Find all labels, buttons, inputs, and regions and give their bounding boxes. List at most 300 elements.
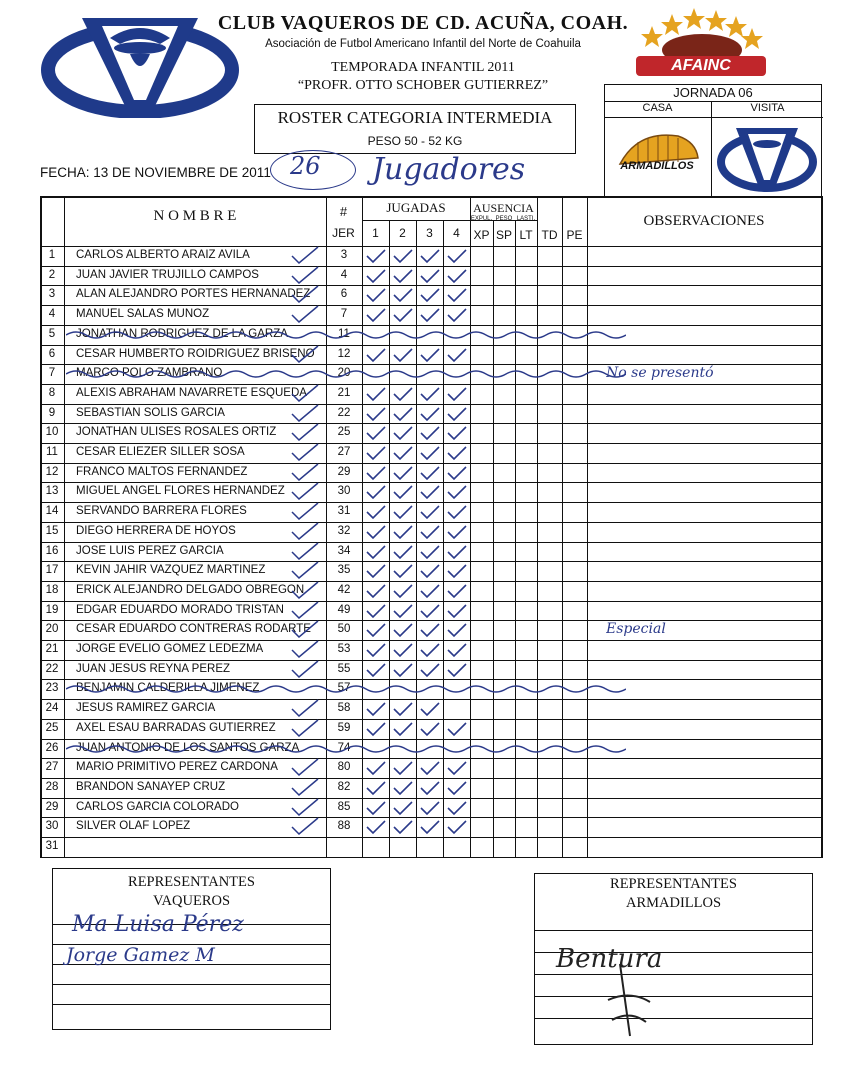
date-label: FECHA: 13 DE NOVIEMBRE DE 2011 bbox=[40, 165, 271, 180]
play-check-icon bbox=[392, 721, 414, 737]
vaqueros-rep-line-5 bbox=[52, 1004, 331, 1005]
afainc-logo-text: AFAINC bbox=[671, 57, 731, 74]
play-check-icon bbox=[419, 386, 441, 402]
attendance-check-icon bbox=[290, 423, 320, 441]
row-number: 4 bbox=[48, 308, 56, 321]
table-row bbox=[0, 482, 846, 502]
play-check-icon bbox=[392, 622, 414, 638]
vaqueros-rep-line-4 bbox=[52, 984, 331, 985]
attendance-check-icon bbox=[290, 719, 320, 737]
jersey-number: 4 bbox=[340, 268, 348, 281]
player-name: CARLOS ALBERTO ARAIZ AVILA bbox=[76, 249, 250, 261]
row-number: 16 bbox=[45, 544, 59, 557]
table-row bbox=[0, 285, 846, 305]
table-border-bottom bbox=[40, 857, 821, 859]
play-check-icon bbox=[419, 701, 441, 717]
jornada-title: JORNADA 06 bbox=[604, 85, 822, 102]
play-check-icon bbox=[392, 445, 414, 461]
play-check-icon bbox=[446, 563, 468, 579]
header-jugadas: JUGADAS bbox=[386, 200, 446, 215]
jersey-number: 6 bbox=[340, 288, 348, 301]
play-check-icon bbox=[446, 819, 468, 835]
table-row bbox=[0, 837, 846, 857]
attendance-check-icon bbox=[290, 404, 320, 422]
play-check-icon bbox=[446, 622, 468, 638]
play-check-icon bbox=[392, 484, 414, 500]
attendance-check-icon bbox=[290, 266, 320, 284]
armadillos-rep-line-5 bbox=[534, 1018, 813, 1019]
play-check-icon bbox=[392, 760, 414, 776]
strike-line bbox=[66, 741, 626, 757]
row-number: 19 bbox=[45, 603, 59, 616]
table-row bbox=[0, 758, 846, 778]
play-check-icon bbox=[365, 701, 387, 717]
row-number: 26 bbox=[45, 741, 59, 754]
jersey-number: 42 bbox=[337, 583, 351, 596]
play-check-icon bbox=[419, 406, 441, 422]
row-number: 1 bbox=[48, 249, 56, 261]
jersey-number: 82 bbox=[337, 780, 351, 793]
attendance-check-icon bbox=[290, 640, 320, 658]
play-check-icon bbox=[392, 662, 414, 678]
player-name: MARIO PRIMITIVO PEREZ CARDONA bbox=[76, 761, 278, 774]
armadillos-rep-line-1 bbox=[534, 930, 813, 931]
player-name: CESAR EDUARDO CONTRERAS RODARTE bbox=[76, 623, 311, 636]
play-check-icon bbox=[365, 268, 387, 284]
strike-line bbox=[66, 366, 626, 382]
jersey-number: 55 bbox=[337, 662, 351, 675]
player-name: MARCO POLO ZAMBRANO bbox=[76, 367, 223, 380]
attendance-check-icon bbox=[290, 502, 320, 520]
observation-note: Especial bbox=[606, 621, 666, 638]
row-number: 23 bbox=[45, 682, 59, 695]
play-check-icon bbox=[365, 603, 387, 619]
header-sp: SP bbox=[495, 228, 512, 242]
play-check-icon bbox=[419, 465, 441, 481]
row-number: 2 bbox=[48, 268, 56, 281]
player-name: MIGUEL ANGEL FLORES HERNANDEZ bbox=[76, 485, 285, 498]
row-number: 13 bbox=[45, 485, 59, 498]
play-check-icon bbox=[365, 484, 387, 500]
play-check-icon bbox=[446, 583, 468, 599]
header-pe: PE bbox=[566, 228, 583, 242]
play-check-icon bbox=[365, 819, 387, 835]
play-check-icon bbox=[392, 544, 414, 560]
play-check-icon bbox=[365, 780, 387, 796]
play-check-icon bbox=[419, 544, 441, 560]
strike-line bbox=[66, 327, 626, 343]
play-check-icon bbox=[392, 780, 414, 796]
player-name: SEBASTIAN SOLIS GARCIA bbox=[76, 406, 225, 419]
row-number: 29 bbox=[45, 800, 59, 813]
play-check-icon bbox=[365, 347, 387, 363]
player-count-label: Jugadores bbox=[372, 152, 526, 187]
player-name: CARLOS GARCIA COLORADO bbox=[76, 800, 239, 813]
play-check-icon bbox=[392, 642, 414, 658]
jersey-number: 20 bbox=[337, 367, 351, 380]
header-lt: LT bbox=[519, 228, 533, 242]
player-name: SILVER OLAF LOPEZ bbox=[76, 820, 191, 833]
attendance-check-icon bbox=[290, 601, 320, 619]
table-row bbox=[0, 522, 846, 542]
armadillos-rep-line-4 bbox=[534, 996, 813, 997]
play-check-icon bbox=[365, 622, 387, 638]
play-check-icon bbox=[446, 445, 468, 461]
player-name: ALEXIS ABRAHAM NAVARRETE ESQUEDA bbox=[76, 386, 307, 399]
table-row bbox=[0, 364, 846, 384]
play-check-icon bbox=[446, 465, 468, 481]
play-check-icon bbox=[392, 504, 414, 520]
play-check-icon bbox=[419, 307, 441, 323]
row-number: 17 bbox=[45, 564, 59, 577]
play-check-icon bbox=[446, 307, 468, 323]
jersey-number: 32 bbox=[337, 524, 351, 537]
player-name: BRANDON SANAYEP CRUZ bbox=[76, 780, 226, 793]
player-name: CESAR HUMBERTO ROIDRIGUEZ BRISEÑO bbox=[76, 347, 315, 360]
jersey-number: 85 bbox=[337, 800, 351, 813]
play-check-icon bbox=[419, 347, 441, 363]
attendance-check-icon bbox=[290, 443, 320, 461]
attendance-check-icon bbox=[290, 699, 320, 717]
attendance-check-icon bbox=[290, 463, 320, 481]
table-row bbox=[0, 601, 846, 621]
play-check-icon bbox=[446, 347, 468, 363]
row-number: 11 bbox=[46, 446, 58, 458]
play-check-icon bbox=[365, 307, 387, 323]
row-number: 9 bbox=[48, 406, 56, 419]
away-label: VISITA bbox=[711, 102, 823, 118]
play-check-icon bbox=[392, 583, 414, 599]
play-check-icon bbox=[419, 425, 441, 441]
table-border-top bbox=[40, 196, 821, 198]
attendance-check-icon bbox=[290, 817, 320, 835]
header-number: # bbox=[339, 204, 348, 219]
play-check-icon bbox=[446, 800, 468, 816]
player-name: JOSE LUIS PEREZ GARCIA bbox=[76, 544, 224, 557]
play-check-icon bbox=[446, 544, 468, 560]
row-number: 18 bbox=[45, 583, 59, 596]
player-name: JUAN ANTONIO DE LOS SANTOS GARZA bbox=[76, 741, 300, 754]
play-check-icon bbox=[446, 386, 468, 402]
table-row bbox=[0, 679, 846, 699]
play-check-icon bbox=[365, 406, 387, 422]
player-name: AXEL ESAU BARRADAS GUTIERREZ bbox=[76, 721, 276, 734]
observation-note: No se presentó bbox=[606, 365, 714, 382]
jersey-number: 29 bbox=[337, 465, 351, 478]
play-check-icon bbox=[446, 484, 468, 500]
play-check-icon bbox=[392, 563, 414, 579]
row-number: 14 bbox=[45, 505, 59, 518]
armadillos-signature-scribble bbox=[590, 960, 660, 1040]
header-ausencia-expul: EXPUL. bbox=[470, 216, 493, 222]
jersey-number: 7 bbox=[340, 308, 348, 321]
club-title: CLUB VAQUEROS DE CD. ACUÑA, COAH. bbox=[217, 12, 629, 34]
play-check-icon bbox=[419, 504, 441, 520]
play-check-icon bbox=[446, 268, 468, 284]
roster-title: ROSTER CATEGORIA INTERMEDIA bbox=[277, 108, 553, 127]
player-name: FRANCO MALTOS FERNANDEZ bbox=[76, 465, 248, 478]
play-check-icon bbox=[365, 800, 387, 816]
jersey-number: 88 bbox=[337, 820, 351, 833]
attendance-check-icon bbox=[290, 246, 320, 264]
player-name: CESAR ELIEZER SILLER SOSA bbox=[76, 446, 245, 458]
row-number: 30 bbox=[45, 820, 59, 833]
row-number: 3 bbox=[48, 288, 56, 301]
table-row bbox=[0, 739, 846, 759]
player-name: JUAN JAVIER TRUJILLO CAMPOS bbox=[76, 268, 259, 281]
row-number: 21 bbox=[45, 643, 59, 655]
play-check-icon bbox=[392, 603, 414, 619]
play-check-icon bbox=[419, 780, 441, 796]
player-name: JORGE EVELIO GOMEZ LEDEZMA bbox=[76, 643, 264, 655]
play-check-icon bbox=[446, 642, 468, 658]
attendance-check-icon bbox=[290, 384, 320, 402]
player-name: JONATHAN RODRIGUEZ DE LA GARZA bbox=[76, 327, 288, 340]
header-td: TD bbox=[541, 228, 558, 242]
row-number: 24 bbox=[45, 702, 59, 715]
jersey-number: 53 bbox=[337, 643, 351, 655]
play-check-icon bbox=[392, 248, 414, 264]
play-check-icon bbox=[365, 425, 387, 441]
play-check-icon bbox=[392, 701, 414, 717]
attendance-check-icon bbox=[290, 758, 320, 776]
table-row bbox=[0, 640, 846, 660]
play-check-icon bbox=[392, 347, 414, 363]
table-row bbox=[0, 502, 846, 522]
play-check-icon bbox=[365, 504, 387, 520]
vaqueros-signature-1: Ma Luisa Pérez bbox=[72, 912, 244, 937]
home-label: CASA bbox=[604, 102, 711, 118]
header-jer: JER bbox=[332, 226, 355, 240]
table-row bbox=[0, 384, 846, 404]
attendance-check-icon bbox=[290, 660, 320, 678]
play-check-icon bbox=[392, 524, 414, 540]
play-check-icon bbox=[446, 662, 468, 678]
header-ausencia: AUSENCIA bbox=[473, 201, 534, 215]
jersey-number: 12 bbox=[337, 347, 351, 360]
table-row bbox=[0, 345, 846, 365]
jersey-number: 3 bbox=[340, 249, 348, 261]
table-row bbox=[0, 778, 846, 798]
play-check-icon bbox=[446, 524, 468, 540]
header-play-4: 4 bbox=[453, 226, 460, 240]
table-row bbox=[0, 660, 846, 680]
play-check-icon bbox=[365, 583, 387, 599]
play-check-icon bbox=[419, 642, 441, 658]
play-check-icon bbox=[365, 287, 387, 303]
player-name: DIEGO HERRERA DE HOYOS bbox=[76, 524, 236, 537]
play-check-icon bbox=[365, 662, 387, 678]
jersey-number: 30 bbox=[337, 485, 351, 498]
play-check-icon bbox=[365, 524, 387, 540]
attendance-check-icon bbox=[290, 778, 320, 796]
play-check-icon bbox=[392, 425, 414, 441]
player-count: 26 bbox=[290, 152, 321, 180]
roster-weight: PESO 50 - 52 KG bbox=[367, 134, 463, 148]
play-check-icon bbox=[446, 760, 468, 776]
dedication-label: “PROFR. OTTO SCHOBER GUTIERREZ” bbox=[297, 78, 549, 93]
jersey-number: 57 bbox=[337, 682, 351, 695]
player-name: JUAN JESUS REYNA PEREZ bbox=[76, 662, 231, 675]
armadillos-rep-line-3 bbox=[534, 974, 813, 975]
season-label: TEMPORADA INFANTIL 2011 bbox=[331, 60, 515, 75]
play-check-icon bbox=[419, 563, 441, 579]
row-number: 12 bbox=[45, 465, 59, 478]
jersey-number: 58 bbox=[337, 702, 351, 715]
row-number: 31 bbox=[45, 840, 59, 852]
play-check-icon bbox=[419, 819, 441, 835]
table-row bbox=[0, 266, 846, 286]
play-check-icon bbox=[419, 287, 441, 303]
play-check-icon bbox=[365, 465, 387, 481]
header-xp: XP bbox=[473, 228, 490, 242]
jersey-number: 80 bbox=[337, 761, 351, 774]
play-check-icon bbox=[446, 504, 468, 520]
play-check-icon bbox=[419, 662, 441, 678]
player-name: KEVIN JAHIR VAZQUEZ MARTINEZ bbox=[76, 564, 266, 577]
play-check-icon bbox=[419, 721, 441, 737]
play-check-icon bbox=[392, 465, 414, 481]
play-check-icon bbox=[392, 287, 414, 303]
table-row bbox=[0, 542, 846, 562]
jersey-number: 35 bbox=[337, 564, 351, 577]
jersey-number: 27 bbox=[337, 446, 351, 458]
play-check-icon bbox=[419, 760, 441, 776]
table-row bbox=[0, 246, 846, 266]
table-row bbox=[0, 463, 846, 483]
table-row bbox=[0, 404, 846, 424]
play-check-icon bbox=[419, 248, 441, 264]
row-number: 7 bbox=[48, 367, 56, 380]
play-check-icon bbox=[419, 484, 441, 500]
attendance-check-icon bbox=[290, 345, 320, 363]
play-check-icon bbox=[365, 721, 387, 737]
table-row bbox=[0, 719, 846, 739]
play-check-icon bbox=[365, 563, 387, 579]
play-check-icon bbox=[446, 406, 468, 422]
jersey-number: 59 bbox=[337, 721, 351, 734]
play-check-icon bbox=[419, 524, 441, 540]
attendance-check-icon bbox=[290, 285, 320, 303]
table-row bbox=[0, 443, 846, 463]
row-number: 22 bbox=[45, 662, 59, 675]
player-name: MANUEL SALAS MUÑOZ bbox=[76, 308, 210, 321]
table-row bbox=[0, 423, 846, 443]
play-check-icon bbox=[392, 406, 414, 422]
attendance-check-icon bbox=[290, 620, 320, 638]
attendance-check-icon bbox=[290, 305, 320, 323]
header-play-3: 3 bbox=[426, 226, 433, 240]
vaqueros-signature-2: Jorge Gamez M bbox=[66, 944, 215, 966]
player-name: EDGAR EDUARDO MORADO TRISTAN bbox=[76, 603, 284, 616]
play-check-icon bbox=[419, 268, 441, 284]
header-nombre: N O M B R E bbox=[153, 208, 237, 224]
table-row bbox=[0, 620, 846, 640]
table-row bbox=[0, 817, 846, 837]
jersey-number: 34 bbox=[337, 544, 351, 557]
attendance-check-icon bbox=[290, 482, 320, 500]
play-check-icon bbox=[419, 603, 441, 619]
attendance-check-icon bbox=[290, 798, 320, 816]
table-row bbox=[0, 699, 846, 719]
play-check-icon bbox=[446, 721, 468, 737]
table-row bbox=[0, 325, 846, 345]
play-check-icon bbox=[446, 780, 468, 796]
table-row bbox=[0, 561, 846, 581]
play-check-icon bbox=[392, 819, 414, 835]
header-play-2: 2 bbox=[399, 226, 406, 240]
player-name: SERVANDO BARRERA FLORES bbox=[76, 505, 247, 518]
player-name: ERICK ALEJANDRO DELGADO OBREGON bbox=[76, 583, 305, 596]
play-check-icon bbox=[446, 603, 468, 619]
player-name: ALAN ALEJANDRO PORTES HERNANADEZ bbox=[76, 288, 311, 301]
attendance-check-icon bbox=[290, 542, 320, 560]
play-check-icon bbox=[365, 386, 387, 402]
row-number: 25 bbox=[45, 721, 59, 734]
vaqueros-rep-title-2: VAQUEROS bbox=[152, 893, 231, 909]
play-check-icon bbox=[365, 642, 387, 658]
header-play-1: 1 bbox=[372, 226, 379, 240]
attendance-check-icon bbox=[290, 522, 320, 540]
jersey-number: 49 bbox=[337, 603, 351, 616]
jersey-number: 22 bbox=[337, 406, 351, 419]
header-ausencia-lasti: LASTI. bbox=[516, 216, 536, 222]
jersey-number: 21 bbox=[337, 386, 351, 399]
row-number: 20 bbox=[45, 623, 59, 636]
table-row bbox=[0, 798, 846, 818]
play-check-icon bbox=[365, 445, 387, 461]
jersey-number: 25 bbox=[337, 426, 351, 439]
row-number: 10 bbox=[45, 426, 59, 439]
vaqueros-rep-title-1: REPRESENTANTES bbox=[128, 874, 255, 890]
association-subtitle: Asociación de Futbol Americano Infantil del Norte de Coahuila bbox=[265, 38, 581, 50]
attendance-check-icon bbox=[290, 561, 320, 579]
attendance-check-icon bbox=[290, 581, 320, 599]
header-ausencia-peso: PESO bbox=[495, 216, 513, 222]
play-check-icon bbox=[365, 544, 387, 560]
jugadas-sub-line bbox=[362, 220, 470, 221]
jersey-number: 31 bbox=[337, 505, 351, 518]
table-row bbox=[0, 581, 846, 601]
play-check-icon bbox=[392, 307, 414, 323]
play-check-icon bbox=[419, 800, 441, 816]
jersey-number: 50 bbox=[337, 623, 351, 636]
play-check-icon bbox=[446, 425, 468, 441]
row-number: 6 bbox=[48, 347, 56, 360]
table-row bbox=[0, 305, 846, 325]
row-number: 27 bbox=[45, 761, 59, 774]
play-check-icon bbox=[419, 583, 441, 599]
play-check-icon bbox=[392, 800, 414, 816]
player-name: JONATHAN ULISES ROSALES ORTIZ bbox=[76, 426, 277, 439]
header-observaciones: OBSERVACIONES bbox=[643, 213, 765, 229]
row-number: 15 bbox=[45, 524, 59, 537]
armadillos-rep-title-1: REPRESENTANTES bbox=[610, 876, 737, 892]
jersey-number: 11 bbox=[338, 327, 350, 340]
armadillos-rep-title-2: ARMADILLOS bbox=[625, 895, 722, 911]
player-name: JESUS RAMIREZ GARCIA bbox=[76, 702, 216, 715]
play-check-icon bbox=[392, 268, 414, 284]
jersey-number: 74 bbox=[337, 741, 351, 754]
strike-line bbox=[66, 681, 626, 697]
play-check-icon bbox=[446, 248, 468, 264]
player-name: BENJAMIN CALDERILLA JIMENEZ bbox=[76, 682, 260, 695]
play-check-icon bbox=[392, 386, 414, 402]
play-check-icon bbox=[365, 248, 387, 264]
play-check-icon bbox=[446, 287, 468, 303]
row-number: 8 bbox=[48, 386, 56, 399]
play-check-icon bbox=[419, 445, 441, 461]
